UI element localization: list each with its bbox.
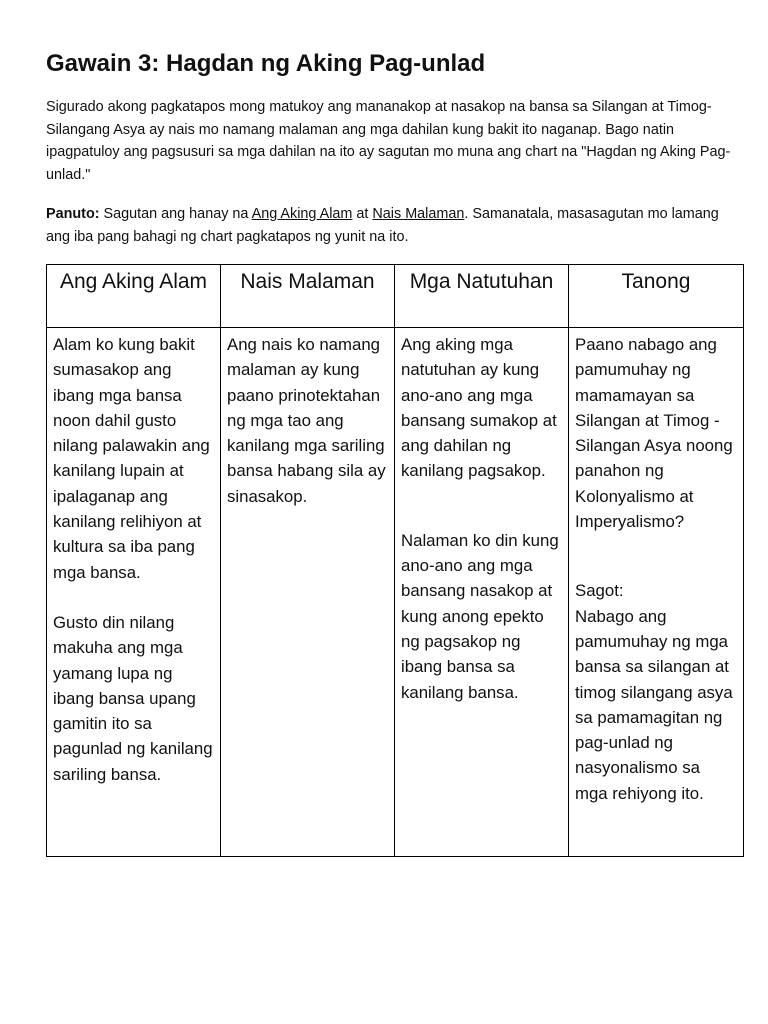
natutuhan-paragraph-1: Ang aking mga natutuhan ay kung ano-ano ang mga bansang sumakop at ang dahilan ng kanilang pagsakop.	[401, 335, 557, 481]
instructions-text-3: . Samanatala, masasagutan mo lamang ang iba pang bahagi ng chart pagkatapos ng yunit na ito.	[46, 206, 719, 245]
cell-tanong	[569, 328, 744, 857]
tanong-answer: Nabago ang pamumuhay ng mga bansa sa silangan at timog silangang asya sa pamamagitan ng pag-unlad ng nasyonalismo sa mga rehiyong ito.	[575, 606, 733, 803]
cell-nais-malaman	[221, 328, 395, 857]
worksheet	[46, 50, 746, 248]
header-ang-aking-alam: Ang Aking Alam	[47, 265, 221, 328]
alam-paragraph-1: Alam ko kung bakit sumasakop ang ibang mga bansa noon dahil gusto nilang palawakin ang kanilang lupain at ipalaganap ang kanilang relihiyon at kultura sa iba pang mga bansa.	[53, 335, 210, 582]
header-mga-natutuhan: Mga Natutuhan	[395, 265, 569, 328]
intro-paragraph	[46, 96, 746, 186]
instructions-link-nais-malaman: Nais Malaman	[372, 206, 465, 222]
instructions-text-2: at	[352, 206, 373, 222]
intro-text: Sigurado akong pagkatapos mong matukoy ang mananakop at nasakop na bansa sa Silangan at Timog-Silangang Asya ay nais mo namang malaman ang mga dahilan kung bakit ito naganap. Bago natin ipagpatuloy ang pagsusuri sa mga dahilan na ito ay sagutan mo muna ang chart na "Hagdan ng Aking Pag-unlad."	[46, 99, 731, 183]
instructions-text-1: Sagutan ang hanay na	[99, 206, 252, 222]
header-tanong: Tanong	[569, 265, 744, 328]
instructions-link-ang-aking-alam: Ang Aking Alam	[251, 206, 353, 222]
page-title: Gawain 3: Hagdan ng Aking Pag-unlad	[46, 50, 486, 77]
kwl-chart	[46, 264, 744, 857]
instructions	[46, 203, 746, 248]
cell-ang-aking-alam	[47, 328, 221, 857]
nais-paragraph-1: Ang nais ko namang malaman ay kung paano prinotektahan ng mga tao ang kanilang mga sariling bansa habang sila ay sinasakop.	[227, 335, 386, 506]
natutuhan-paragraph-2: Nalaman ko din kung ano-ano ang mga bansang nasakop at kung anong epekto ng pagsakop ng ibang bansa sa kanilang bansa.	[401, 530, 559, 702]
instructions-label: Panuto:	[46, 206, 100, 222]
chart-body-row	[47, 328, 744, 857]
tanong-question: Paano nabago ang pamumuhay ng mamamayan sa Silangan at Timog - Silangan Asya noong panahon ng Kolonyalismo at Imperyalismo?	[575, 335, 733, 532]
alam-paragraph-2: Gusto din nilang makuha ang mga yamang lupa ng ibang bansa upang gamitin ito sa pagunlad ng kanilang sariling bansa.	[53, 612, 213, 784]
tanong-sagot-label: Sagot:	[575, 581, 624, 601]
chart-header-row	[47, 265, 744, 328]
header-nais-malaman: Nais Malaman	[221, 265, 395, 328]
cell-mga-natutuhan	[395, 328, 569, 857]
